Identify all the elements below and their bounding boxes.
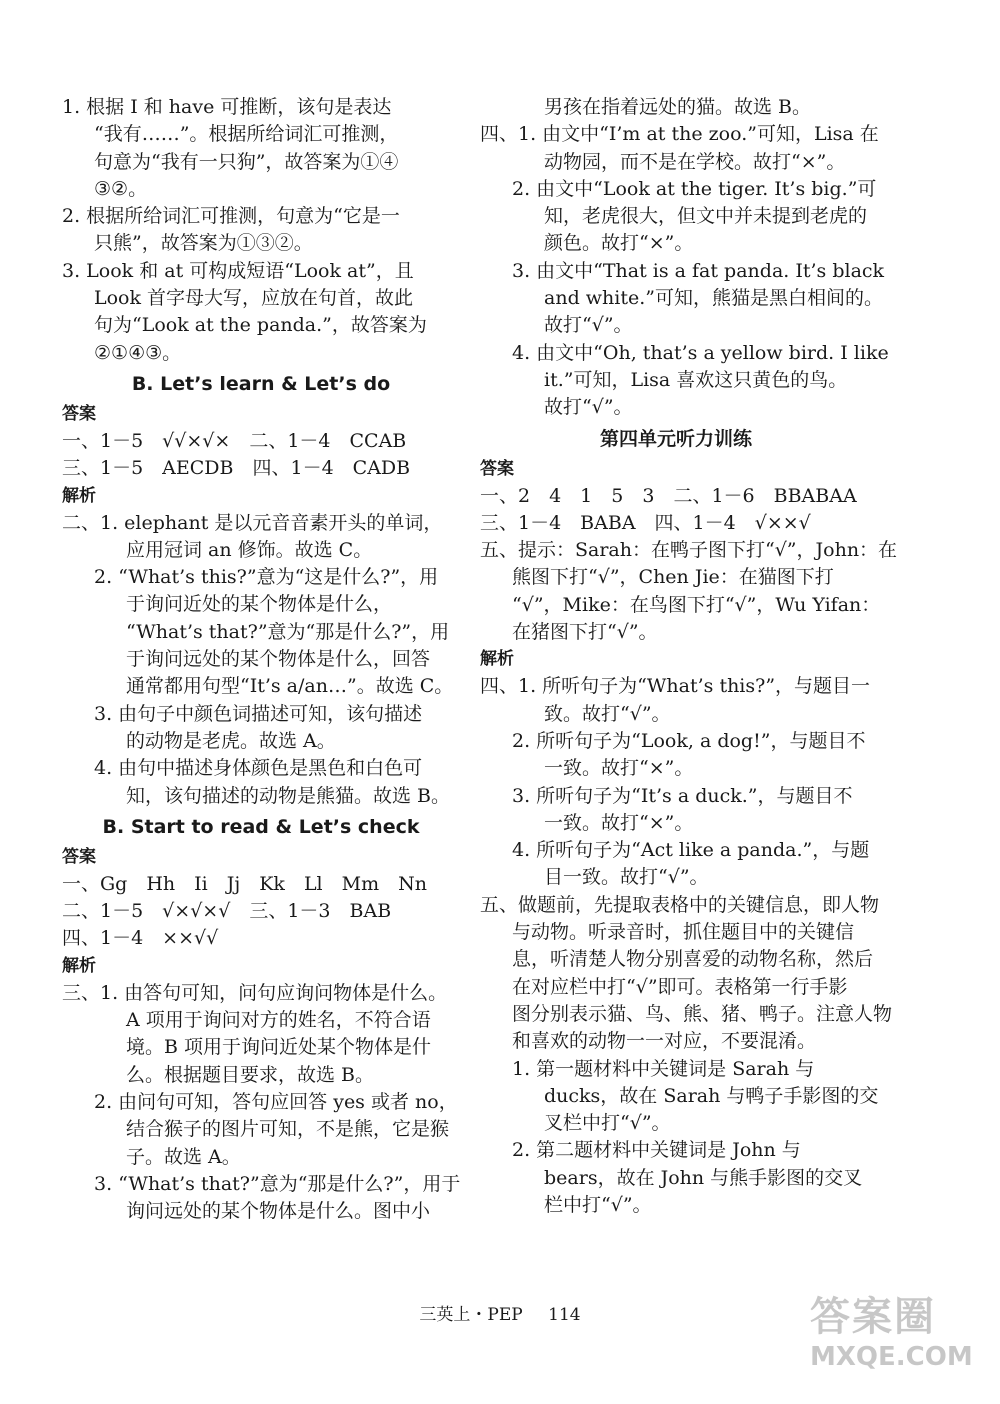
answer-line: 三、1－4 BABA 四、1－4 √××√: [480, 511, 811, 534]
answer-line: 二、1－5 √×√×√ 三、1－3 BAB: [62, 900, 392, 923]
text-line: 息，听清楚人物分别喜爱的动物名称，然后: [512, 948, 874, 971]
text-line: ③②。: [94, 177, 148, 200]
text-line: 知，老虎很大，但文中并未提到老虎的: [544, 205, 868, 228]
watermark-logo-text: 答案圈: [810, 1294, 936, 1340]
answer-label: 答案: [62, 403, 96, 424]
text-line: 结合猴子的图片可知，不是熊，它是猴: [126, 1118, 450, 1141]
answer-line: 一、1－5 √√×√× 二、1－4 CCAB: [62, 429, 407, 452]
book-label: 三英上・PEP: [419, 1305, 523, 1325]
text-line: 1. 第一题材料中关键词是 Sarah 与: [512, 1057, 815, 1080]
text-line: 故打“√”。: [544, 314, 633, 337]
text-line: A 项用于询问对方的姓名，不符合语: [126, 1009, 431, 1032]
answer-line: 三、1－5 AECDB 四、1－4 CADB: [62, 457, 411, 480]
text-line: 只熊”，故答案为①③②。: [94, 232, 313, 255]
text-line: 四、1. 由文中“I’m at the zoo.”可知，Lisa 在: [480, 123, 879, 146]
answer-label: 答案: [480, 458, 514, 479]
text-line: 通常都用句型“It’s a/an…”。故选 C。: [126, 675, 454, 698]
text-line: Look 首字母大写，应放在句首，故此: [94, 287, 414, 310]
text-line: 叉栏中打“√”。: [544, 1112, 671, 1135]
analysis-label: 解析: [62, 485, 96, 506]
answer-line: 熊图下打“√”，Chen Jie：在猫图下打: [512, 566, 834, 589]
text-line: 一致。故打“×”。: [544, 757, 694, 780]
text-line: 1. 根据 I 和 have 可推断，该句是表达: [62, 96, 392, 118]
analysis-label: 解析: [480, 649, 514, 670]
text-line: ②①④③。: [94, 341, 182, 364]
answer-line: 在猪图下打“√”。: [512, 621, 658, 644]
text-line: 4. 由文中“Oh, that’s a yellow bird. I like: [512, 341, 889, 364]
text-line: 故打“√”。: [544, 396, 633, 419]
answer-line: “√”，Mike：在鸟图下打“√”，Wu Yifan：: [512, 593, 881, 616]
text-line: 二、1. elephant 是以元音音素开头的单词，: [62, 511, 443, 534]
text-line: 应用冠词 an 修饰。故选 C。: [126, 538, 373, 561]
text-line: 于询问远处的某个物体是什么，回答: [126, 648, 431, 671]
text-line: 4. 由句中描述身体颜色是黑色和白色可: [94, 757, 423, 780]
text-line: 2. 由文中“Look at the tiger. It’s big.”可: [512, 177, 877, 200]
text-line: 3. 由文中“That is a fat panda. It’s black: [512, 259, 885, 282]
text-line: 2. 第二题材料中关键词是 John 与: [512, 1139, 801, 1162]
text-line: 2. 所听句子为“Look, a dog!”，与题目不: [512, 729, 866, 752]
text-line: 3. Look 和 at 可构成短语“Look at”，且: [62, 259, 414, 282]
text-line: 2. 由问句可知，答句应回答 yes 或者 no，: [94, 1090, 458, 1113]
text-line: 颜色。故打“×”。: [544, 232, 694, 255]
text-line: 四、1. 所听句子为“What’s this?”，与题目一: [480, 675, 871, 698]
text-line: “我有……”。根据所给词汇可推测，: [94, 123, 399, 146]
text-line: 句为“Look at the panda.”，故答案为: [94, 314, 427, 337]
text-line: it.”可知，Lisa 喜欢这只黄色的鸟。: [544, 368, 848, 391]
watermark-logo: [810, 1285, 980, 1385]
right-column: [480, 94, 898, 1219]
text-line: 致。故打“√”。: [544, 702, 671, 725]
answer-line: 一、Gg Hh Ii Jj Kk Ll Mm Nn: [62, 872, 427, 895]
text-line: 3. 所听句子为“It’s a duck.”，与题目不: [512, 784, 853, 807]
answer-line: 一、2 4 1 5 3 二、1－6 BBABAA: [480, 484, 857, 507]
section-heading: 第四单元听力训练: [599, 427, 752, 450]
text-line: 男孩在指着远处的猫。故选 B。: [544, 96, 812, 118]
text-line: 4. 所听句子为“Act like a panda.”，与题: [512, 839, 870, 862]
section-heading: B. Start to read & Let’s check: [102, 815, 420, 838]
text-line: 境。B 项用于询问近处某个物体是什: [126, 1036, 432, 1059]
text-line: 五、做题前，先提取表格中的关键信息，即人物: [480, 893, 880, 916]
section-unit3-tail: [62, 94, 460, 367]
text-line: 于询问近处的某个物体是什么，: [126, 593, 393, 616]
text-line: ducks，故在 Sarah 与鸭子手影图的交: [544, 1084, 879, 1107]
text-line: “What’s that?”意为“那是什么?”，用: [126, 620, 450, 643]
text-line: and white.”可知，熊猫是黑白相间的。: [544, 287, 883, 310]
analysis-label: 解析: [62, 955, 96, 976]
watermark-url: MXQE.COM: [810, 1342, 973, 1372]
text-line: 3. “What’s that?”意为“那是什么?”，用于: [94, 1172, 461, 1195]
text-line: 一致。故打“×”。: [544, 811, 694, 834]
text-line: 2. “What’s this?”意为“这是什么?”，用: [94, 566, 439, 589]
text-line: 动物园，而不是在学校。故打“×”。: [544, 150, 846, 173]
answer-label: 答案: [62, 846, 96, 867]
answer-line: 四、1－4 ××√√: [62, 927, 219, 950]
text-line: 么。根据题目要求，故选 B。: [126, 1063, 375, 1086]
text-line: 和喜欢的动物一一对应，不要混淆。: [512, 1030, 817, 1053]
section-heading: B. Let’s learn & Let’s do: [131, 372, 391, 395]
text-line: 3. 由句子中颜色词描述可知，该句描述: [94, 702, 423, 725]
text-line: 句意为“我有一只狗”，故答案为①④: [94, 150, 399, 173]
text-line: 知，该句描述的动物是熊猫。故选 B。: [126, 784, 451, 807]
text-line: 与动物。听录音时，抓住题目中的关键信: [512, 921, 855, 944]
text-line: 子。故选 A。: [126, 1145, 241, 1168]
text-line: 目一致。故打“√”。: [544, 866, 709, 889]
text-line: 2. 根据所给词汇可推测，句意为“它是一: [62, 205, 400, 228]
left-column: [62, 94, 460, 1225]
page-number: 114: [548, 1305, 581, 1325]
text-line: 的动物是老虎。故选 A。: [126, 729, 336, 752]
text-line: 图分别表示猫、鸟、熊、猪、鸭子。注意人物: [512, 1002, 893, 1025]
answer-line: 五、提示：Sarah：在鸭子图下打“√”，John：在: [480, 539, 898, 562]
text-line: 询问远处的某个物体是什么。图中小: [126, 1200, 431, 1223]
text-line: 在对应栏中打“√”即可。表格第一行手影: [512, 975, 848, 998]
text-line: 三、1. 由答句可知，问句应询问物体是什么。: [62, 981, 448, 1004]
text-line: bears，故在 John 与熊手影图的交叉: [544, 1166, 863, 1189]
text-line: 栏中打“√”。: [544, 1193, 652, 1216]
